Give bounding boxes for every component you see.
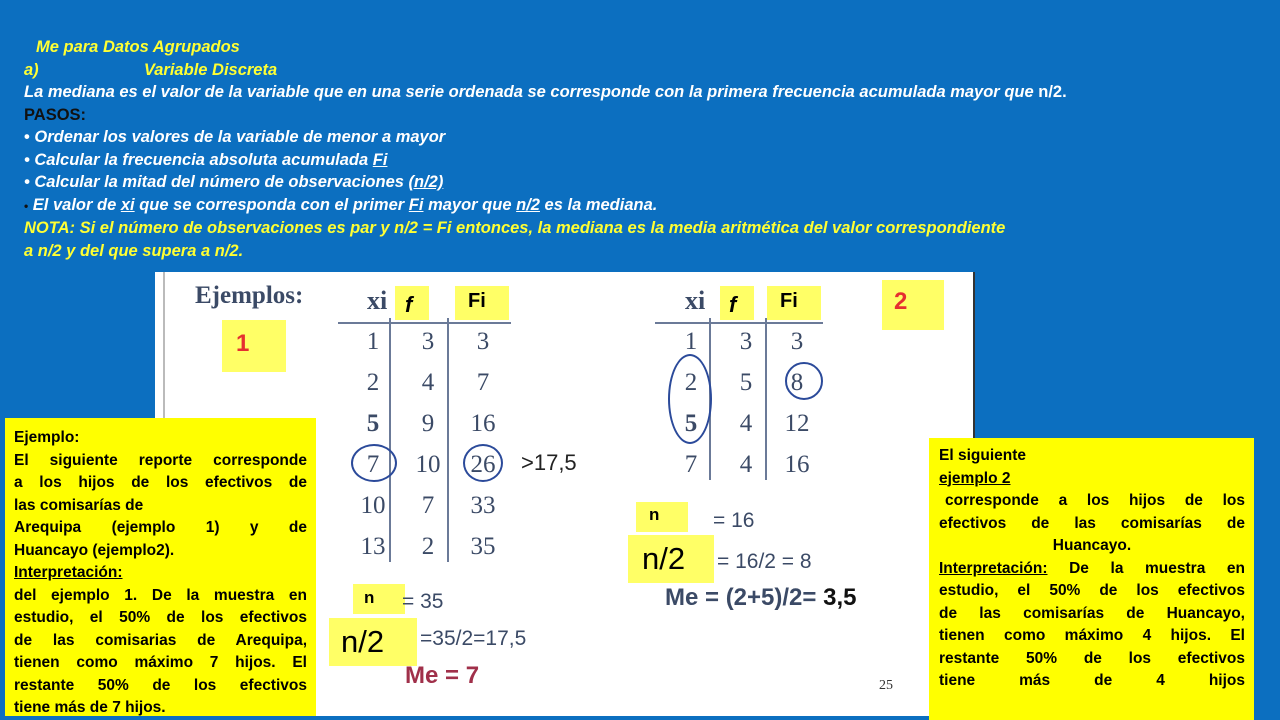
example-2-badge (882, 280, 944, 330)
t1-col-f: f (405, 292, 413, 317)
left-box-title: Ejemplo: (14, 429, 80, 446)
left-box-line: tienen como máximo 7 hijos. El (14, 654, 307, 671)
right-box-line: de las comisarías de Huancayo, (939, 604, 1245, 622)
step-2-text: Calcular la frecuencia absoluta acumulada (34, 150, 369, 169)
t2-col-Fi: Fi (780, 290, 798, 312)
definition-end: n/2. (1038, 83, 1067, 101)
ex2-n-value: = 16 (713, 509, 755, 532)
right-box-line: restante 50% de los efectivos (939, 649, 1245, 667)
ex2-n-box (636, 502, 688, 532)
table-cell: 1 (366, 328, 380, 355)
right-box-line: De la muestra en (1069, 559, 1245, 577)
step-2 (24, 149, 1254, 172)
table-cell: 7 (684, 451, 698, 478)
step-4-c: mayor que (428, 195, 512, 214)
step-4-xi: xi (120, 195, 135, 214)
step-3 (24, 171, 1254, 194)
table-cell: 13 (360, 533, 386, 560)
left-note-box (5, 418, 316, 716)
step-4-b: que se corresponda con el primer (139, 195, 405, 214)
t2-col-xi: xi (685, 286, 706, 315)
table-cell: 1 (684, 328, 698, 355)
table-cell: 10 (360, 492, 386, 519)
subtitle-letter: a) (24, 60, 39, 79)
right-box-line: tiene más de 4 hijos (939, 672, 1245, 689)
table-cell: 4 (421, 369, 435, 396)
step-4 (24, 194, 1254, 218)
step-4-n2: n/2 (516, 195, 540, 214)
left-box-line: a los hijos de los efectivos de (14, 474, 307, 491)
note-line-2: a n/2 y del que supera a n/2. (24, 241, 244, 260)
table-cell: 7 (366, 451, 380, 478)
ex1-n-box (353, 584, 405, 614)
table-cell: 5 (684, 410, 698, 437)
example-1-badge (222, 320, 286, 372)
subtitle-label: Variable Discreta (143, 60, 278, 79)
ex1-n-label: n (364, 588, 375, 607)
table-cell: 35 (470, 533, 496, 560)
ex2-n-label: n (649, 505, 660, 524)
ex2-median (665, 584, 856, 612)
table-cell: 12 (784, 410, 810, 437)
circle-2-5 (668, 354, 712, 444)
definition (24, 81, 1254, 104)
step-1 (24, 126, 1254, 149)
ex1-n2-label: n/2 (341, 624, 385, 659)
t1-col-Fi: Fi (468, 290, 486, 312)
right-box-line: tienen como máximo 4 hijos. El (939, 627, 1245, 644)
left-box-line: El siguiente reporte corresponde (14, 451, 307, 469)
example-2-number: 2 (894, 288, 908, 315)
table-cell: 2 (366, 369, 380, 396)
table-cell: 3 (739, 328, 753, 355)
table-cell: 33 (470, 492, 496, 519)
right-box-line: Huancayo. (1052, 537, 1132, 554)
table-cell: 5 (366, 410, 380, 437)
right-box-interpretation-line (939, 558, 1245, 581)
page-number: 25 (879, 678, 893, 693)
table-cell: 3 (790, 328, 804, 355)
circle-8 (785, 362, 823, 400)
ex1-n2-box (329, 618, 417, 666)
ex2-median-value: 3,5 (823, 584, 857, 611)
greater-than-label: >17,5 (521, 450, 577, 475)
note-line-1: NOTA: Si el número de observaciones es par y n/2 = Fi entonces, la mediana es la media aritmética del valor correspondiente (24, 219, 1006, 237)
ex2-n2-box (628, 535, 714, 583)
table-cell: 7 (476, 369, 490, 396)
section-title: Me para Datos Agrupados (36, 38, 240, 56)
t1-col-xi: xi (367, 286, 388, 315)
ex2-median-expr: Me = (2+5)/2= (665, 584, 817, 611)
table-cell: 4 (739, 451, 753, 478)
examples-title: Ejemplos: (195, 282, 304, 309)
table-cell: 26 (470, 451, 496, 478)
t2-col-f: f (729, 292, 737, 317)
step-4-a: El valor de (32, 195, 117, 214)
left-box-line: del ejemplo 1. De la muestra en (14, 586, 307, 604)
right-box-line: estudio, el 50% de los efectivos (939, 582, 1245, 599)
ex1-n-value: = 35 (402, 590, 444, 613)
left-box-line: Arequipa (ejemplo 1) y de (14, 519, 307, 536)
circle-7 (351, 444, 397, 482)
step-3-text: Calcular la mitad del número de observaciones (34, 173, 404, 191)
step-4-fi: Fi (408, 195, 424, 214)
left-box-interpretation: Interpretación: (14, 564, 123, 581)
step-4-d: es la mediana. (544, 195, 658, 214)
bullet: • (24, 173, 30, 191)
step-3-n2: (n/2) (408, 173, 444, 191)
step-2-fi: Fi (372, 150, 388, 169)
table-cell: 5 (739, 369, 753, 396)
section-subtitle (24, 59, 1254, 82)
bullet: • (24, 150, 30, 169)
left-box-line: tiene más de 7 hijos. (14, 699, 166, 716)
right-box-line: efectivos de las comisarías de (939, 514, 1245, 532)
step-1-text: Ordenar los valores de la variable de menor a mayor (34, 128, 446, 146)
table-cell: 16 (784, 451, 810, 478)
left-box-line: estudio, el 50% de los efectivos (14, 609, 307, 626)
bullet: • (24, 198, 29, 213)
header-text (24, 36, 1254, 262)
table-cell: 7 (421, 492, 435, 519)
table-cell: 10 (415, 451, 441, 478)
definition-text: La mediana es el valor de la variable que en una serie ordenada se corresponde con la primera frecuencia acumulada mayor que (24, 83, 1034, 101)
table-cell: 8 (790, 369, 804, 396)
steps-label: PASOS: (24, 105, 87, 124)
table-cell: 2 (421, 533, 435, 560)
ex2-n2-label: n/2 (642, 541, 686, 576)
left-box-line: Huancayo (ejemplo2). (14, 541, 175, 559)
bullet: • (24, 128, 30, 146)
right-box-interpretation: Interpretación: (939, 559, 1048, 577)
table-cell: 16 (470, 410, 496, 437)
left-box-line: de las comisarias de Arequipa, (14, 631, 307, 649)
right-note-box (929, 438, 1254, 720)
right-box-line: El siguiente (939, 447, 1026, 464)
table-cell: 2 (684, 369, 698, 396)
left-box-line: restante 50% de los efectivos (14, 676, 307, 694)
ex1-n2-value: =35/2=17,5 (420, 627, 527, 650)
table-cell: 9 (421, 410, 435, 437)
table-cell: 3 (476, 328, 490, 355)
table-cell: 4 (739, 410, 753, 437)
right-box-line: ejemplo 2 (939, 469, 1011, 487)
table-cell: 3 (421, 328, 435, 355)
ex2-n2-value: = 16/2 = 8 (717, 550, 812, 573)
ex1-median: Me = 7 (405, 662, 480, 689)
example-1-number: 1 (236, 330, 250, 357)
left-box-line: las comisarías de (14, 496, 144, 514)
circle-26 (463, 444, 503, 482)
right-box-line: corresponde a los hijos de los (945, 492, 1245, 509)
